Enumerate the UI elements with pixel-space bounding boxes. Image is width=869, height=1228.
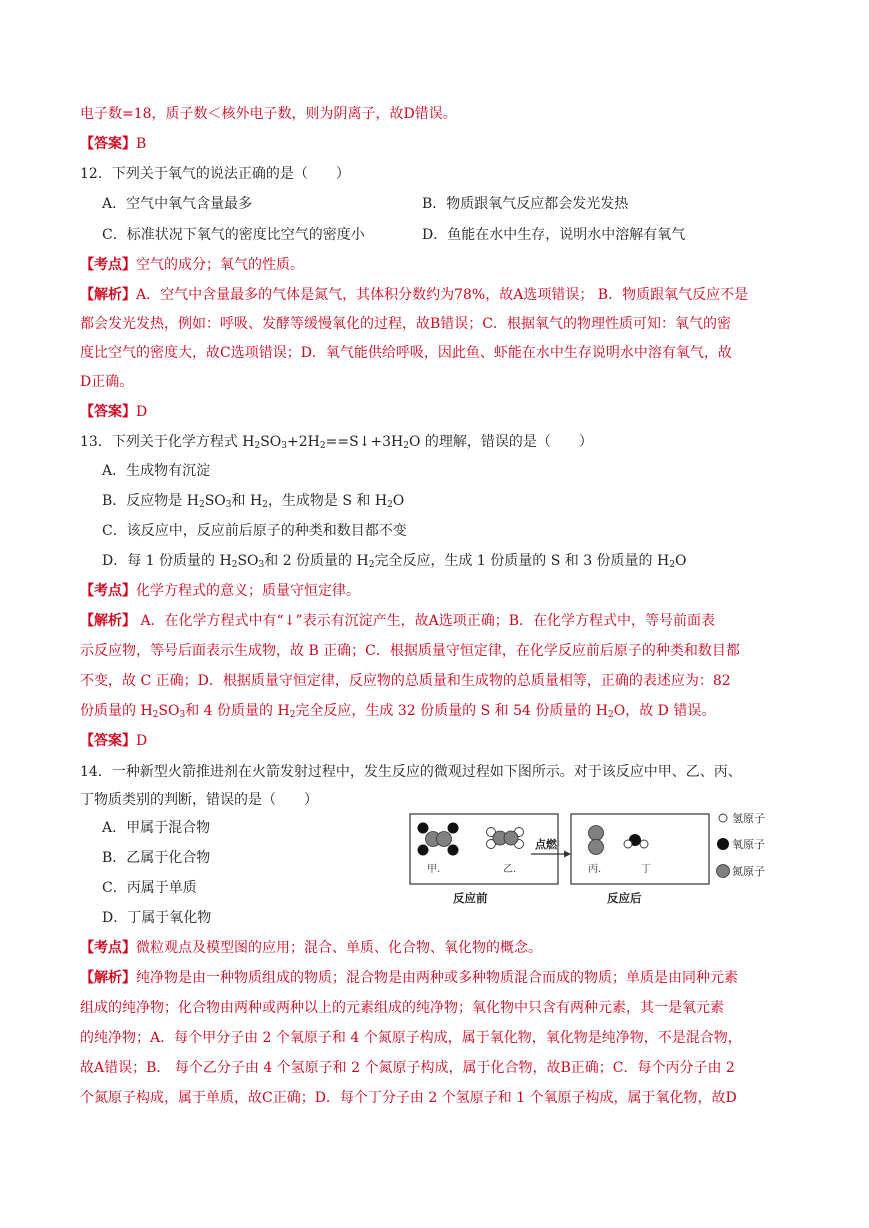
q13-kaodian-text: 化学方程式的意义；质量守恒定律。: [136, 583, 360, 599]
q13-stem-part: O 的理解，错误的是（ ）: [409, 434, 593, 450]
legend-nitrogen: 氮原子: [732, 865, 765, 878]
q14-kaodian: [80, 938, 542, 958]
q13-option-c: C．该反应中，反应前后原子的种类和数目都不变: [102, 523, 407, 539]
q13-jiexi-line-1: [80, 611, 715, 631]
kaodian-tag: 【考点】: [80, 583, 136, 599]
q14-jiexi-text-1: 纯净物是由一种物质组成的物质；混合物是由两种或多种物质混合而成的物质；单质是由同种元素: [136, 970, 738, 986]
label-yi: 乙.: [503, 864, 517, 875]
q13-kaodian: [80, 581, 360, 601]
q13-jiexi-line-4: 份质量的 $H_2SO_3$和 4 份质量的 $H_2$完全反应，生成 32 份质量的 S 和 54 份质量的 $H_2O$，故 D 错误。: [80, 703, 716, 720]
kaodian-tag: 【考点】: [80, 940, 136, 956]
q12-option-d: D．鱼能在水中生存，说明水中溶解有氧气: [422, 227, 686, 243]
q14-jiexi-line-1: [80, 968, 738, 988]
q14-stem-line-1: 14．一种新型火箭推进剂在火箭发射过程中，发生反应的微观过程如下图所示。对于该反应中甲、乙、丙、: [80, 764, 742, 780]
q12-option-a: A．空气中氧气含量最多: [102, 196, 253, 212]
q12-stem: 12．下列关于氧气的说法正确的是（ ）: [80, 166, 350, 182]
q12-jiexi-line-1: [80, 285, 748, 305]
q13-stem-part: 13．下列关于化学方程式 H: [80, 434, 255, 450]
label-bing: 丙.: [588, 864, 602, 875]
q14-jiexi-line-3: 的纯净物；A．每个甲分子由 2 个氧原子和 4 个氮原子构成，属于氧化物，氧化物是纯净物，不是混合物，: [80, 1030, 742, 1046]
molecule-ding: [624, 834, 648, 848]
q13-jiexi-part: SO: [158, 703, 180, 719]
molecule-jia: [418, 823, 459, 856]
q13-jiexi-part: 完全反应，生成 32 份质量的 S 和 54 份质量的 H: [295, 703, 609, 719]
jiexi-tag: 【解析】: [80, 970, 136, 986]
q12-answer-value: D: [136, 404, 148, 420]
q13-d-part: 和 2 份质量的 H: [264, 553, 369, 569]
q14-jiexi-line-2: 组成的纯净物；化合物由两种或两种以上的元素组成的纯净物；氧化物中只含有两种元素，其一是氧元素: [80, 1000, 724, 1016]
q13-b-part: O: [392, 493, 405, 509]
q14-option-c: C．丙属于单质: [102, 880, 197, 896]
kaodian-tag: 【考点】: [80, 257, 136, 273]
q13-d-part: D．每 1 份质量的 H: [102, 553, 232, 569]
legend-hydrogen: 氢原子: [732, 812, 765, 825]
q13-answer: [80, 731, 147, 751]
q13-b-part: B．反应物是 H: [102, 493, 199, 509]
legend-oxygen: 氧原子: [732, 838, 765, 851]
reaction-arrow-head: [564, 851, 571, 858]
q11-answer: [80, 134, 146, 154]
caption-before: 反应前: [453, 891, 488, 905]
caption-after: 反应后: [607, 891, 642, 905]
jiexi-tag: 【解析】: [80, 613, 136, 629]
q14-stem-line-2: 丁物质类别的判断，错误的是（ ）: [80, 792, 318, 808]
q13-jiexi-part: 份质量的 H: [80, 703, 153, 719]
q14-jiexi-line-4: 故A错误；B． 每个乙分子由 4 个氢原子和 2 个氮原子构成，属于化合物，故B正确；C．每个丙分子由 2: [80, 1060, 735, 1076]
q13-stem: 13．下列关于化学方程式 $H_2SO_3+2H_2==S↓+3H_2O$ 的理解，错误的是（ ）: [80, 434, 593, 451]
q13-jiexi-line-3: 不变，故 C 正确；D．根据质量守恒定律，反应物的总质量和生成物的总质量相等，正确的表述应为：82: [80, 673, 731, 689]
q13-stem-part: SO: [260, 434, 282, 450]
q13-b-part: SO: [204, 493, 226, 509]
q12-kaodian-text: 空气的成分；氧气的性质。: [136, 257, 304, 273]
answer-tag: 【答案】: [80, 733, 136, 749]
label-ding: 丁: [641, 864, 651, 875]
q14-option-d: D．丁属于氧化物: [102, 910, 212, 926]
q14-kaodian-text: 微粒观点及模型图的应用；混合、单质、化合物、氧化物的概念。: [136, 940, 542, 956]
molecule-yi: [487, 828, 524, 849]
q13-jiexi-line-2: 示反应物，等号后面表示生成物，故 B 正确；C．根据质量守恒定律，在化学反应前后原子的种类和数目都: [80, 643, 740, 659]
q14-option-b: B．乙属于化合物: [102, 850, 211, 866]
q12-jiexi-line-2: 都会发光发热，例如：呼吸、发酵等缓慢氧化的过程，故B错误；C．根据氧气的物理性质可知：氧气的密: [80, 316, 731, 332]
q12-option-c: C．标准状况下氧气的密度比空气的密度小: [102, 227, 365, 243]
q14-option-a: A．甲属于混合物: [102, 820, 211, 836]
q13-b-part: 和 H: [231, 493, 263, 509]
q12-jiexi-text-1: A．空气中含量最多的气体是氮气，其体积分数约为78%，故A选项错误； B．物质跟氧气反应不是: [136, 287, 749, 303]
arrow-label: 点燃: [535, 838, 557, 851]
q13-answer-value: D: [136, 733, 148, 749]
q11-answer-value: B: [136, 136, 147, 152]
q13-d-part: SO: [237, 553, 259, 569]
q11-explanation-end: 电子数=18，质子数＜核外电子数，则为阴离子，故D错误。: [80, 106, 457, 122]
q12-jiexi-line-3: 度比空气的密度大，故C选项错误；D．氧气能供给呼吸，因此鱼、虾能在水中生存说明水中溶有氧气，故: [80, 345, 732, 361]
legend: [717, 811, 766, 878]
q12-option-b: B．物质跟氧气反应都会发光发热: [422, 196, 629, 212]
molecule-bing: [589, 826, 604, 855]
jiexi-tag: 【解析】: [80, 287, 136, 303]
q13-stem-part: ==S↓+3H: [325, 434, 404, 450]
q13-jiexi-part: 和 4 份质量的 H: [185, 703, 290, 719]
q13-option-d: D．每 1 份质量的 $H_2SO_3$和 2 份质量的 $H_2$完全反应，生成 1 份质量的 S 和 3 份质量的 $H_2O$: [102, 553, 687, 570]
label-jia: 甲.: [427, 864, 441, 875]
q13-jiexi-part: O，故 D 错误。: [613, 703, 716, 719]
reaction-diagram: [405, 806, 775, 910]
q13-stem-part: +2H: [287, 434, 320, 450]
q13-d-part: O: [674, 553, 687, 569]
q12-jiexi-line-4: D正确。: [80, 374, 134, 390]
answer-tag: 【答案】: [80, 404, 136, 420]
q13-jiexi-text-1: A．在化学方程式中有“↓”表示有沉淀产生，故A选项正确；B．在化学方程式中，等号前面表: [136, 613, 716, 629]
q12-kaodian: [80, 255, 304, 275]
q13-d-part: 完全反应，生成 1 份质量的 S 和 3 份质量的 H: [374, 553, 670, 569]
q13-option-a: A．生成物有沉淀: [102, 463, 211, 479]
q13-b-part: ，生成物是 S 和 H: [267, 493, 388, 509]
q14-jiexi-line-5: 个氮原子构成，属于单质，故C正确；D．每个丁分子由 2 个氢原子和 1 个氧原子构成，属于氧化物，故D: [80, 1090, 737, 1106]
q13-option-b: B．反应物是 $H_2SO_3$和 $H_2$，生成物是 S 和 $H_2O$: [102, 493, 405, 510]
answer-tag: 【答案】: [80, 136, 136, 152]
q12-answer: [80, 402, 147, 422]
